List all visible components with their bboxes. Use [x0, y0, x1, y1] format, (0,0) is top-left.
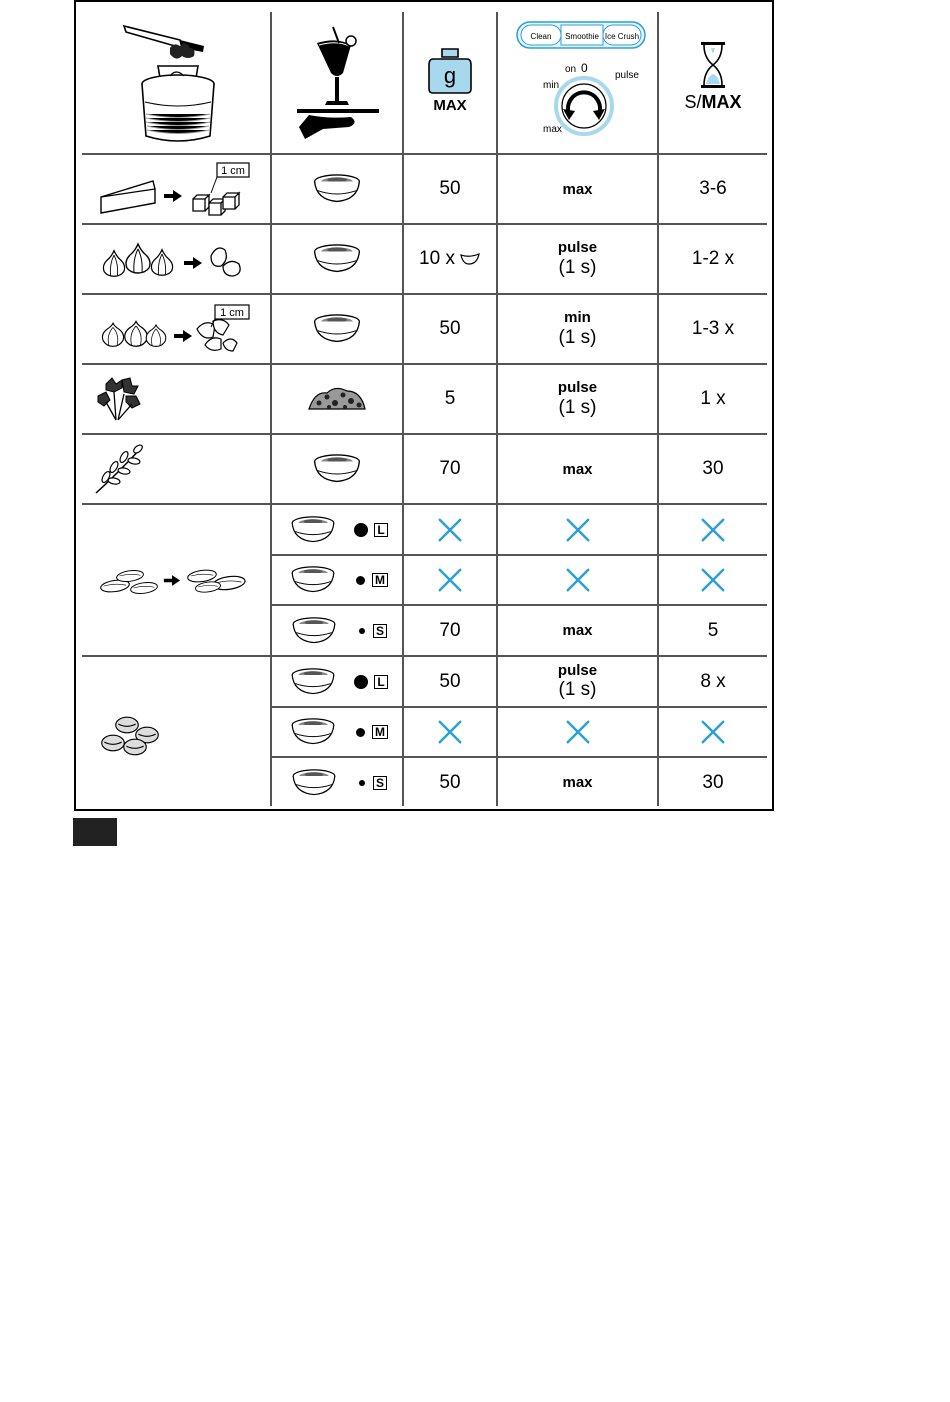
- qty-cell: 50: [439, 318, 461, 339]
- bowl-icon: [308, 242, 366, 276]
- recipe-table: [74, 0, 774, 811]
- speed-mode: min: [564, 309, 591, 327]
- speed-duration: (1 s): [558, 396, 597, 418]
- header-ingredient: [76, 12, 270, 153]
- grind-size-large: [272, 657, 402, 706]
- qty-cell: 50: [439, 771, 461, 793]
- hourglass-icon: [698, 40, 728, 90]
- cross-icon: [498, 505, 657, 554]
- cross-icon: [404, 708, 496, 756]
- ingredient-coffee-beans: [76, 657, 270, 807]
- header-time: [659, 12, 767, 153]
- bowl-icon: [286, 564, 340, 596]
- speed-cell: [498, 657, 657, 706]
- time-cell: 1-2 x: [691, 248, 735, 269]
- ingredient-herbs: [76, 435, 270, 503]
- speed-duration: (1 s): [558, 326, 597, 348]
- coffee-beans-icon: [96, 711, 166, 761]
- bowl-icon: [286, 716, 340, 748]
- result-icon: [272, 435, 402, 503]
- cross-icon: [659, 708, 767, 756]
- time-prefix: S/: [684, 92, 702, 112]
- time-cell: 5: [707, 619, 719, 641]
- ingredient-parsley: [76, 365, 270, 433]
- bowl-icon: [286, 666, 340, 698]
- cheese-icon: [93, 159, 253, 219]
- size-dot-small: [359, 628, 365, 634]
- speed-cell: max: [562, 180, 593, 198]
- qty-cell: 50: [439, 670, 461, 692]
- cross-icon: [659, 556, 767, 604]
- weight-max-label: MAX: [433, 97, 467, 114]
- speed-mode: pulse: [557, 379, 598, 397]
- qty-cell: 5: [444, 388, 456, 409]
- speed-duration: (1 s): [558, 679, 597, 701]
- result-icon: [272, 295, 402, 363]
- header-speed: [498, 12, 657, 153]
- garlic-icon: [93, 234, 253, 284]
- dial-zero: 0: [580, 61, 588, 75]
- size-dot-large: [354, 523, 368, 537]
- bowl-icon: [287, 767, 341, 799]
- time-cell: 1-3 x: [691, 318, 735, 339]
- cross-icon: [498, 708, 657, 756]
- result-icon: [272, 155, 402, 223]
- knife-chopping-icon: [118, 18, 228, 148]
- cross-icon: [498, 556, 657, 604]
- time-cell: 30: [702, 771, 724, 793]
- garlic-clove-icon: [459, 252, 481, 266]
- grind-size-small: [272, 758, 402, 807]
- size-dot-medium: [356, 576, 365, 585]
- bowl-icon: [308, 452, 366, 486]
- header-serving: [272, 12, 402, 153]
- result-icon: [272, 365, 402, 433]
- time-cell: 3-6: [699, 178, 727, 199]
- bowl-icon: [286, 514, 340, 546]
- cross-icon: [404, 556, 496, 604]
- chopped-herbs-icon: [305, 381, 369, 417]
- weight-unit-text: g: [443, 63, 457, 88]
- result-icon: [272, 225, 402, 293]
- time-cell: 1 x: [700, 388, 726, 409]
- serving-tray-icon: [289, 23, 385, 143]
- parsley-icon: [94, 374, 146, 424]
- speed-cell: max: [562, 622, 593, 639]
- size-tag: S: [373, 624, 387, 638]
- weight-icon: [427, 45, 473, 95]
- grind-size-medium: [272, 556, 402, 604]
- size-tag: M: [372, 725, 388, 739]
- speed-cell: max: [562, 774, 593, 791]
- size-tag: 1 cm: [220, 307, 244, 319]
- speed-mode: pulse: [557, 239, 598, 257]
- qty-value: 10 x: [419, 248, 455, 269]
- speed-duration: (1 s): [558, 256, 597, 278]
- size-tag: L: [374, 675, 387, 689]
- size-tag: L: [374, 523, 387, 537]
- bowl-icon: [308, 312, 366, 346]
- size-tag: 1 cm: [221, 165, 245, 177]
- speed-cell: [498, 365, 657, 433]
- cross-icon: [659, 505, 767, 554]
- bowl-icon: [287, 615, 341, 647]
- qty-cell: [404, 225, 496, 293]
- program-clean: Clean: [530, 32, 551, 41]
- qty-cell: 70: [439, 619, 461, 641]
- grind-size-medium: [272, 708, 402, 756]
- bowl-icon: [308, 172, 366, 206]
- time-max-label: MAX: [701, 92, 742, 112]
- cross-icon: [404, 505, 496, 554]
- size-tag: M: [372, 573, 388, 587]
- grind-size-large: [272, 505, 402, 554]
- ingredient-cheese: [76, 155, 270, 223]
- speed-dial-icon: [503, 16, 653, 144]
- dial-max: max: [542, 124, 562, 135]
- onion-icon: [93, 299, 253, 359]
- time-cell: 30: [702, 458, 724, 479]
- program-ice-crush: Ice Crush: [604, 32, 639, 41]
- size-dot-large: [354, 675, 368, 689]
- qty-cell: 50: [439, 178, 461, 199]
- ingredient-almonds: [76, 505, 270, 655]
- page-marker-block: [73, 818, 117, 846]
- qty-cell: 70: [439, 458, 461, 479]
- dial-on: on: [564, 64, 576, 75]
- header-weight: [404, 12, 496, 153]
- almonds-icon: [93, 560, 253, 600]
- speed-cell: max: [562, 460, 593, 478]
- grind-size-small: [272, 606, 402, 655]
- speed-cell: [498, 295, 657, 363]
- dial-min: min: [542, 80, 559, 91]
- speed-mode: pulse: [557, 661, 598, 679]
- program-smoothie: Smoothie: [564, 32, 599, 41]
- herb-sprig-icon: [92, 441, 148, 497]
- time-cell: 8 x: [700, 670, 726, 692]
- speed-cell: [498, 225, 657, 293]
- ingredient-onion: [76, 295, 270, 363]
- size-dot-medium: [356, 728, 365, 737]
- dial-pulse: pulse: [614, 70, 639, 81]
- size-dot-small: [359, 780, 365, 786]
- size-tag: S: [373, 776, 387, 790]
- ingredient-garlic: [76, 225, 270, 293]
